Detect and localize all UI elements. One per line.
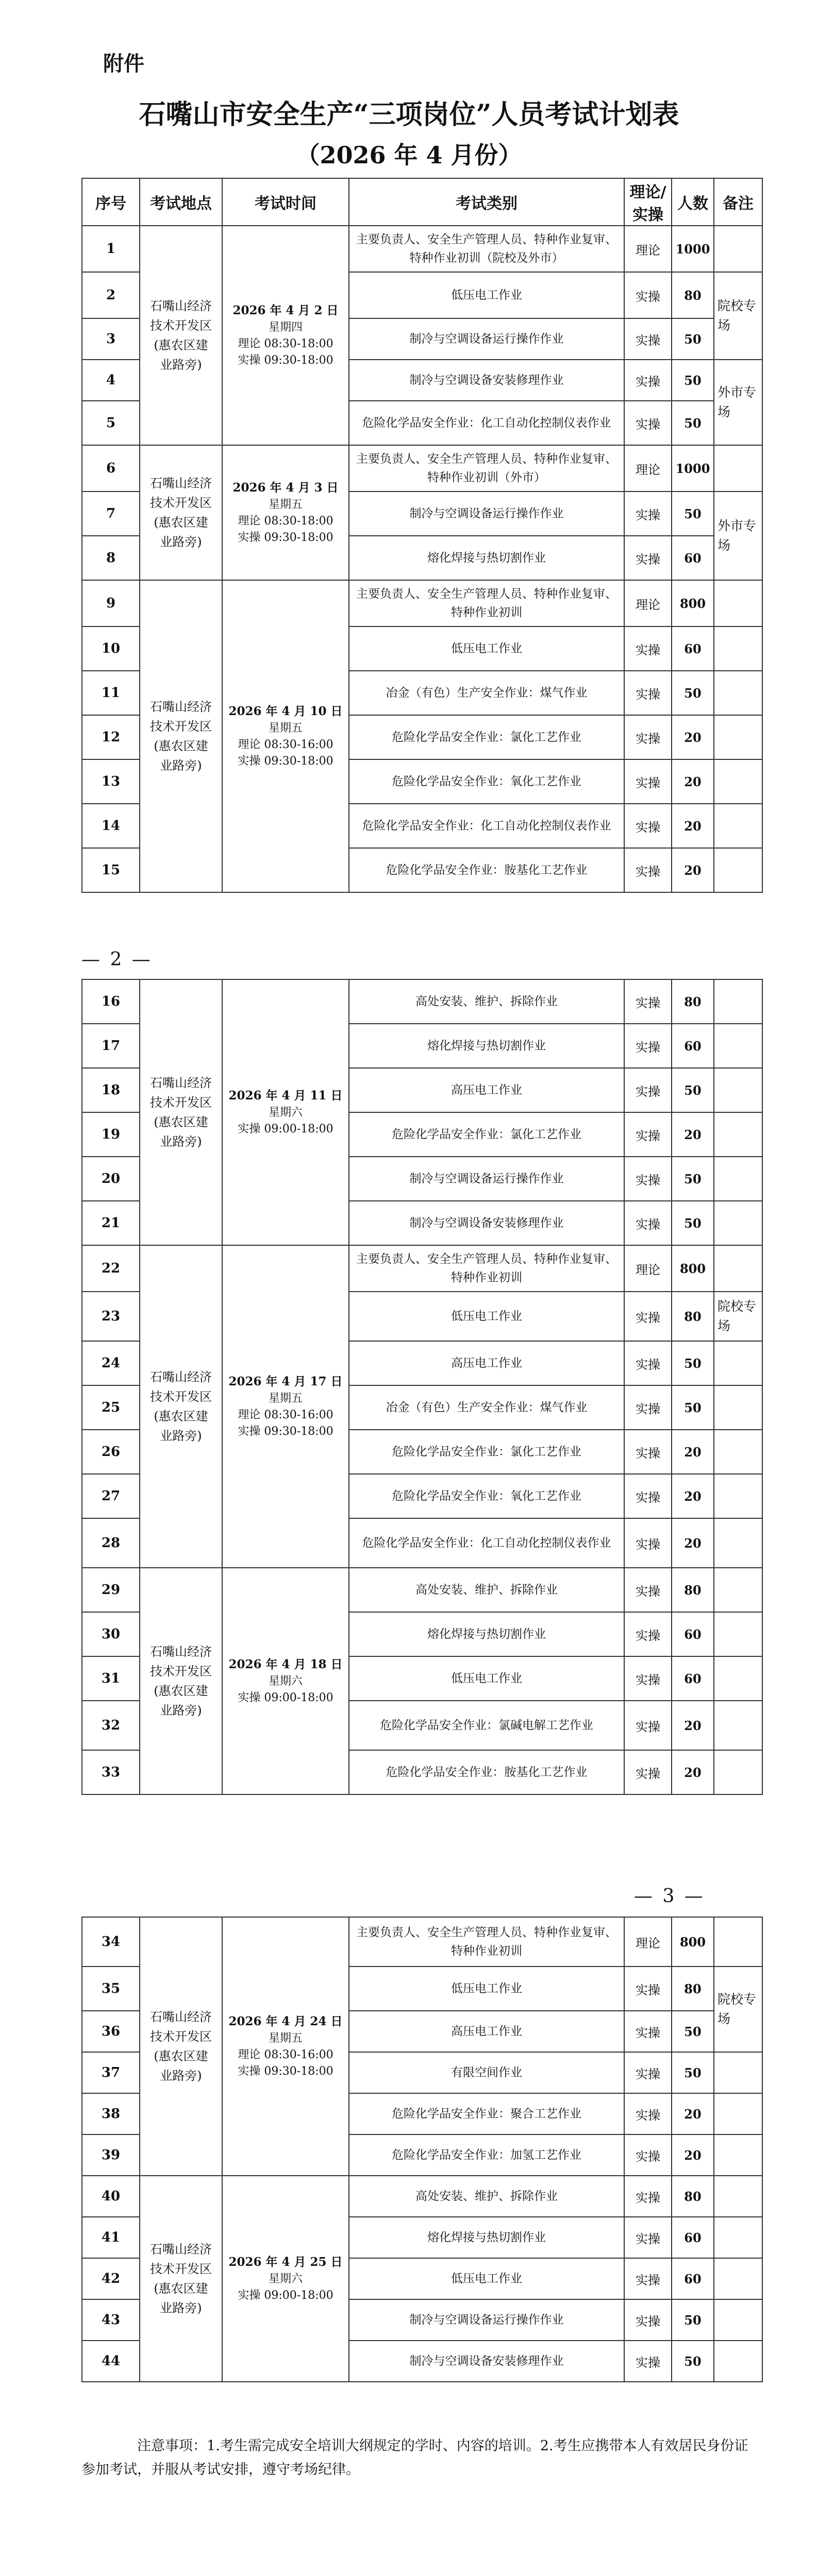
exam-theory-time: 理论 08:30-16:00: [238, 1408, 333, 1421]
exam-category: 低压电工作业: [349, 272, 624, 318]
exam-mode: 实操: [624, 272, 672, 318]
exam-count: 80: [672, 272, 714, 318]
exam-category: 熔化焊接与热切割作业: [349, 536, 624, 580]
exam-plan-table-page-1: [81, 178, 763, 893]
exam-weekday: 星期五: [268, 721, 303, 735]
row-number: 3: [82, 318, 140, 360]
exam-mode: 实操: [624, 848, 672, 892]
exam-category: 危险化学品安全作业：氯化工艺作业: [349, 715, 624, 759]
exam-mode: 实操: [624, 1967, 672, 2011]
exam-count: 60: [672, 1656, 714, 1701]
exam-mode: 实操: [624, 1112, 672, 1157]
remark-cell: [714, 804, 762, 848]
remark-cell: [714, 445, 762, 492]
exam-date: 2026 年 4 月 18 日: [228, 1657, 343, 1671]
remark-cell: [714, 848, 762, 892]
exam-mode: 实操: [624, 979, 672, 1024]
column-header-mode: 理论/实操: [624, 178, 672, 226]
exam-category: 有限空间作业: [349, 2052, 624, 2093]
exam-weekday: 星期四: [268, 320, 303, 334]
exam-practice-time: 实操 09:30-18:00: [238, 353, 333, 367]
exam-category: 高压电工作业: [349, 1068, 624, 1112]
exam-count: 50: [672, 492, 714, 536]
exam-count: 50: [672, 2011, 714, 2052]
remark-cell: [714, 1245, 762, 1292]
row-number: 1: [82, 226, 140, 272]
table-row: [82, 226, 762, 272]
row-number: 28: [82, 1518, 140, 1568]
exam-practice-time: 实操 09:00-18:00: [238, 1122, 333, 1136]
exam-category: 制冷与空调设备安装修理作业: [349, 2341, 624, 2382]
table-row: [82, 1568, 762, 1612]
exam-mode: 实操: [624, 2217, 672, 2258]
exam-mode: 实操: [624, 2258, 672, 2299]
exam-category: 制冷与空调设备运行操作作业: [349, 1157, 624, 1201]
exam-theory-time: 理论 08:30-16:00: [238, 2048, 333, 2061]
row-number: 44: [82, 2341, 140, 2382]
exam-plan-table-page-3: [81, 1917, 763, 2382]
exam-mode: 实操: [624, 1157, 672, 1201]
exam-practice-time: 实操 09:30-18:00: [238, 2064, 333, 2078]
exam-count: 60: [672, 536, 714, 580]
exam-category: 危险化学品安全作业：氯化工艺作业: [349, 1112, 624, 1157]
remark-cell: [714, 671, 762, 715]
exam-count: 60: [672, 626, 714, 671]
exam-mode: 实操: [624, 536, 672, 580]
exam-count: 80: [672, 1292, 714, 1341]
remark-cell: [714, 1701, 762, 1750]
remark-school: 院校专场: [714, 1292, 762, 1341]
exam-count: 60: [672, 2217, 714, 2258]
row-number: 31: [82, 1656, 140, 1701]
exam-practice-time: 实操 09:30-18:00: [238, 1425, 333, 1438]
exam-category: 制冷与空调设备安装修理作业: [349, 1201, 624, 1245]
table-row: [82, 580, 762, 626]
exam-time: [222, 2176, 349, 2382]
remark-cell: [714, 979, 762, 1024]
exam-count: 80: [672, 1967, 714, 2011]
exam-count: 50: [672, 401, 714, 445]
remark-cell: [714, 2341, 762, 2382]
exam-count: 80: [672, 1568, 714, 1612]
row-number: 30: [82, 1612, 140, 1656]
row-number: 22: [82, 1245, 140, 1292]
exam-mode: 实操: [624, 626, 672, 671]
exam-count: 50: [672, 2052, 714, 2093]
remark-cell: [714, 1750, 762, 1794]
exam-count: 800: [672, 580, 714, 626]
exam-mode: 实操: [624, 2011, 672, 2052]
exam-category: 低压电工作业: [349, 1656, 624, 1701]
exam-mode: 实操: [624, 2176, 672, 2217]
exam-time: [222, 1568, 349, 1794]
exam-category: 熔化焊接与热切割作业: [349, 2217, 624, 2258]
exam-category: 高压电工作业: [349, 2011, 624, 2052]
row-number: 29: [82, 1568, 140, 1612]
exam-practice-time: 实操 09:30-18:00: [238, 531, 333, 544]
row-number: 20: [82, 1157, 140, 1201]
exam-count: 50: [672, 2341, 714, 2382]
exam-theory-time: 理论 08:30-18:00: [238, 514, 333, 528]
exam-weekday: 星期五: [268, 2031, 303, 2045]
exam-category: 主要负责人、安全生产管理人员、特种作业复审、特种作业初训（外市）: [349, 445, 624, 492]
exam-mode: 理论: [624, 226, 672, 272]
exam-category: 主要负责人、安全生产管理人员、特种作业复审、特种作业初训（院校及外市）: [349, 226, 624, 272]
exam-mode: 实操: [624, 2052, 672, 2093]
row-number: 16: [82, 979, 140, 1024]
exam-time: [222, 226, 349, 445]
exam-count: 50: [672, 1341, 714, 1385]
row-number: 17: [82, 1024, 140, 1068]
column-header-index: 序号: [82, 178, 140, 226]
exam-location: 石嘴山经济技术开发区(惠农区建业路旁): [140, 445, 222, 580]
exam-count: 800: [672, 1917, 714, 1967]
exam-count: 20: [672, 2134, 714, 2176]
table-row: [82, 1245, 762, 1292]
exam-count: 50: [672, 360, 714, 401]
remark-cell: [714, 1612, 762, 1656]
exam-category: 危险化学品安全作业：氯化工艺作业: [349, 1430, 624, 1474]
exam-weekday: 星期六: [268, 1106, 303, 1119]
row-number: 23: [82, 1292, 140, 1341]
exam-time: [222, 445, 349, 580]
remark-cell: [714, 2134, 762, 2176]
table-row: [82, 1917, 762, 1967]
exam-mode: 实操: [624, 1341, 672, 1385]
row-number: 42: [82, 2258, 140, 2299]
row-number: 19: [82, 1112, 140, 1157]
row-number: 5: [82, 401, 140, 445]
row-number: 38: [82, 2093, 140, 2134]
exam-category: 高压电工作业: [349, 1341, 624, 1385]
row-number: 13: [82, 759, 140, 804]
remark-cell: [714, 1568, 762, 1612]
exam-mode: 理论: [624, 445, 672, 492]
exam-mode: 实操: [624, 804, 672, 848]
row-number: 14: [82, 804, 140, 848]
exam-mode: 实操: [624, 1430, 672, 1474]
page-number: — 3 —: [634, 1886, 705, 1907]
row-number: 18: [82, 1068, 140, 1112]
remark-cell: [714, 2299, 762, 2341]
exam-count: 50: [672, 1385, 714, 1430]
exam-mode: 实操: [624, 1568, 672, 1612]
row-number: 34: [82, 1917, 140, 1967]
exam-location: 石嘴山经济技术开发区(惠农区建业路旁): [140, 1917, 222, 2176]
remark-cell: [714, 226, 762, 272]
exam-mode: 实操: [624, 2341, 672, 2382]
row-number: 33: [82, 1750, 140, 1794]
remark-cell: [714, 1385, 762, 1430]
exam-mode: 实操: [624, 1518, 672, 1568]
exam-mode: 理论: [624, 1917, 672, 1967]
row-number: 12: [82, 715, 140, 759]
exam-mode: 实操: [624, 1750, 672, 1794]
exam-theory-time: 理论 08:30-16:00: [238, 738, 333, 751]
exam-category: 高处安装、维护、拆除作业: [349, 979, 624, 1024]
row-number: 35: [82, 1967, 140, 2011]
exam-date: 2026 年 4 月 11 日: [228, 1088, 343, 1103]
exam-count: 1000: [672, 445, 714, 492]
row-number: 26: [82, 1430, 140, 1474]
table-row: [82, 979, 762, 1024]
exam-mode: 实操: [624, 759, 672, 804]
exam-category: 危险化学品安全作业：加氢工艺作业: [349, 2134, 624, 2176]
exam-mode: 实操: [624, 1068, 672, 1112]
exam-category: 制冷与空调设备运行操作作业: [349, 492, 624, 536]
exam-count: 50: [672, 1068, 714, 1112]
exam-notes: 注意事项：1.考生需完成安全培训大纲规定的学时、内容的培训。2.考生应携带本人有效居民身份证参加考试，并服从考试安排，遵守考场纪律。: [81, 2438, 748, 2478]
exam-location: 石嘴山经济技术开发区(惠农区建业路旁): [140, 226, 222, 445]
column-header-count: 人数: [672, 178, 714, 226]
row-number: 40: [82, 2176, 140, 2217]
exam-date: 2026 年 4 月 25 日: [228, 2255, 343, 2269]
remark-cell: [714, 1474, 762, 1518]
exam-date: 2026 年 4 月 3 日: [232, 480, 339, 495]
remark-cell: [714, 1656, 762, 1701]
exam-count: 20: [672, 1430, 714, 1474]
exam-category: 危险化学品安全作业：氧化工艺作业: [349, 759, 624, 804]
exam-count: 20: [672, 1112, 714, 1157]
exam-mode: 实操: [624, 1474, 672, 1518]
column-header-time: 考试时间: [222, 178, 349, 226]
exam-plan-table-page-2: [81, 979, 763, 1795]
exam-weekday: 星期六: [268, 2272, 303, 2285]
row-number: 43: [82, 2299, 140, 2341]
attachment-label: 附件: [103, 52, 144, 76]
exam-location: 石嘴山经济技术开发区(惠农区建业路旁): [140, 580, 222, 892]
exam-category: 低压电工作业: [349, 2258, 624, 2299]
row-number: 27: [82, 1474, 140, 1518]
remark-cell: [714, 2176, 762, 2217]
exam-category: 冶金（有色）生产安全作业：煤气作业: [349, 1385, 624, 1430]
exam-mode: 实操: [624, 1201, 672, 1245]
exam-time: [222, 1917, 349, 2176]
exam-mode: 实操: [624, 360, 672, 401]
exam-count: 80: [672, 979, 714, 1024]
exam-mode: 实操: [624, 492, 672, 536]
page-title: 石嘴山市安全生产“三项岗位”人员考试计划表: [139, 99, 679, 130]
remark-cell: [714, 2258, 762, 2299]
exam-count: 50: [672, 2299, 714, 2341]
exam-practice-time: 实操 09:30-18:00: [238, 754, 333, 768]
exam-location: 石嘴山经济技术开发区(惠农区建业路旁): [140, 1245, 222, 1568]
exam-category: 冶金（有色）生产安全作业：煤气作业: [349, 671, 624, 715]
exam-weekday: 星期五: [268, 1392, 303, 1405]
exam-count: 800: [672, 1245, 714, 1292]
remark-cell: [714, 2093, 762, 2134]
remark-external: 外市专场: [714, 492, 762, 580]
exam-weekday: 星期五: [268, 498, 303, 511]
exam-mode: 实操: [624, 1656, 672, 1701]
remark-cell: [714, 1518, 762, 1568]
remark-cell: [714, 1157, 762, 1201]
remark-cell: [714, 2217, 762, 2258]
remark-cell: [714, 626, 762, 671]
remark-cell: [714, 1112, 762, 1157]
table-row: [82, 445, 762, 492]
remark-external: 外市专场: [714, 360, 762, 445]
remark-cell: [714, 2052, 762, 2093]
exam-category: 危险化学品安全作业：聚合工艺作业: [349, 2093, 624, 2134]
exam-mode: 理论: [624, 580, 672, 626]
remark-cell: [714, 759, 762, 804]
exam-location: 石嘴山经济技术开发区(惠农区建业路旁): [140, 1568, 222, 1794]
exam-mode: 实操: [624, 2093, 672, 2134]
column-header-remark: 备注: [714, 178, 762, 226]
exam-count: 20: [672, 1750, 714, 1794]
exam-category: 危险化学品安全作业：化工自动化控制仪表作业: [349, 1518, 624, 1568]
row-number: 11: [82, 671, 140, 715]
exam-weekday: 星期六: [268, 1674, 303, 1688]
exam-category: 熔化焊接与热切割作业: [349, 1612, 624, 1656]
exam-category: 危险化学品安全作业：氯碱电解工艺作业: [349, 1701, 624, 1750]
exam-category: 主要负责人、安全生产管理人员、特种作业复审、特种作业初训: [349, 1917, 624, 1967]
exam-count: 80: [672, 2176, 714, 2217]
exam-count: 60: [672, 1612, 714, 1656]
exam-category: 高处安装、维护、拆除作业: [349, 2176, 624, 2217]
exam-time: [222, 979, 349, 1245]
exam-category: 危险化学品安全作业：氧化工艺作业: [349, 1474, 624, 1518]
exam-category: 熔化焊接与热切割作业: [349, 1024, 624, 1068]
page-number: — 2 —: [81, 949, 153, 970]
exam-mode: 实操: [624, 318, 672, 360]
exam-count: 50: [672, 671, 714, 715]
row-number: 25: [82, 1385, 140, 1430]
remark-school: 院校专场: [714, 1967, 762, 2052]
row-number: 21: [82, 1201, 140, 1245]
exam-mode: 实操: [624, 1292, 672, 1341]
row-number: 15: [82, 848, 140, 892]
exam-count: 20: [672, 1701, 714, 1750]
exam-category: 低压电工作业: [349, 626, 624, 671]
remark-cell: [714, 1341, 762, 1385]
row-number: 9: [82, 580, 140, 626]
exam-category: 主要负责人、安全生产管理人员、特种作业复审、特种作业初训: [349, 1245, 624, 1292]
exam-count: 20: [672, 848, 714, 892]
row-number: 8: [82, 536, 140, 580]
exam-count: 20: [672, 2093, 714, 2134]
exam-category: 危险化学品安全作业：化工自动化控制仪表作业: [349, 401, 624, 445]
row-number: 2: [82, 272, 140, 318]
exam-count: 50: [672, 1157, 714, 1201]
column-header-category: 考试类别: [349, 178, 624, 226]
row-number: 37: [82, 2052, 140, 2093]
remark-cell: [714, 1068, 762, 1112]
exam-category: 制冷与空调设备安装修理作业: [349, 360, 624, 401]
exam-mode: 实操: [624, 1612, 672, 1656]
exam-mode: 实操: [624, 2134, 672, 2176]
table-row: [82, 2176, 762, 2217]
exam-count: 50: [672, 1201, 714, 1245]
row-number: 6: [82, 445, 140, 492]
remark-cell: [714, 715, 762, 759]
exam-category: 主要负责人、安全生产管理人员、特种作业复审、特种作业初训: [349, 580, 624, 626]
remark-cell: [714, 1201, 762, 1245]
exam-time: [222, 580, 349, 892]
exam-category: 低压电工作业: [349, 1292, 624, 1341]
exam-count: 50: [672, 318, 714, 360]
exam-count: 20: [672, 759, 714, 804]
remark-cell: [714, 1917, 762, 1967]
exam-location: 石嘴山经济技术开发区(惠农区建业路旁): [140, 2176, 222, 2382]
exam-count: 20: [672, 1474, 714, 1518]
remark-school: 院校专场: [714, 272, 762, 360]
page-subtitle: （2026 年 4 月份）: [296, 141, 522, 169]
exam-theory-time: 理论 08:30-18:00: [238, 337, 333, 350]
exam-mode: 理论: [624, 1245, 672, 1292]
exam-category: 低压电工作业: [349, 1967, 624, 2011]
remark-cell: [714, 1430, 762, 1474]
exam-category: 危险化学品安全作业：胺基化工艺作业: [349, 1750, 624, 1794]
row-number: 24: [82, 1341, 140, 1385]
exam-category: 高处安装、维护、拆除作业: [349, 1568, 624, 1612]
remark-cell: [714, 1024, 762, 1068]
exam-date: 2026 年 4 月 24 日: [228, 2014, 343, 2028]
row-number: 36: [82, 2011, 140, 2052]
exam-mode: 实操: [624, 1701, 672, 1750]
exam-mode: 实操: [624, 1024, 672, 1068]
exam-count: 60: [672, 1024, 714, 1068]
exam-category: 危险化学品安全作业：胺基化工艺作业: [349, 848, 624, 892]
exam-practice-time: 实操 09:00-18:00: [238, 2289, 333, 2302]
row-number: 7: [82, 492, 140, 536]
exam-count: 20: [672, 1518, 714, 1568]
remark-cell: [714, 580, 762, 626]
exam-mode: 实操: [624, 1385, 672, 1430]
exam-category: 危险化学品安全作业：化工自动化控制仪表作业: [349, 804, 624, 848]
exam-time: [222, 1245, 349, 1568]
exam-practice-time: 实操 09:00-18:00: [238, 1691, 333, 1704]
exam-date: 2026 年 4 月 17 日: [228, 1374, 343, 1388]
exam-count: 20: [672, 804, 714, 848]
column-header-location: 考试地点: [140, 178, 222, 226]
exam-mode: 实操: [624, 671, 672, 715]
row-number: 4: [82, 360, 140, 401]
row-number: 10: [82, 626, 140, 671]
row-number: 41: [82, 2217, 140, 2258]
exam-count: 20: [672, 715, 714, 759]
exam-date: 2026 年 4 月 10 日: [228, 704, 343, 718]
exam-category: 制冷与空调设备运行操作作业: [349, 318, 624, 360]
table-header-row: [82, 178, 762, 226]
exam-count: 1000: [672, 226, 714, 272]
row-number: 32: [82, 1701, 140, 1750]
exam-mode: 实操: [624, 715, 672, 759]
exam-location: 石嘴山经济技术开发区(惠农区建业路旁): [140, 979, 222, 1245]
exam-category: 制冷与空调设备运行操作作业: [349, 2299, 624, 2341]
exam-mode: 实操: [624, 401, 672, 445]
row-number: 39: [82, 2134, 140, 2176]
exam-count: 60: [672, 2258, 714, 2299]
exam-date: 2026 年 4 月 2 日: [232, 303, 339, 317]
exam-mode: 实操: [624, 2299, 672, 2341]
